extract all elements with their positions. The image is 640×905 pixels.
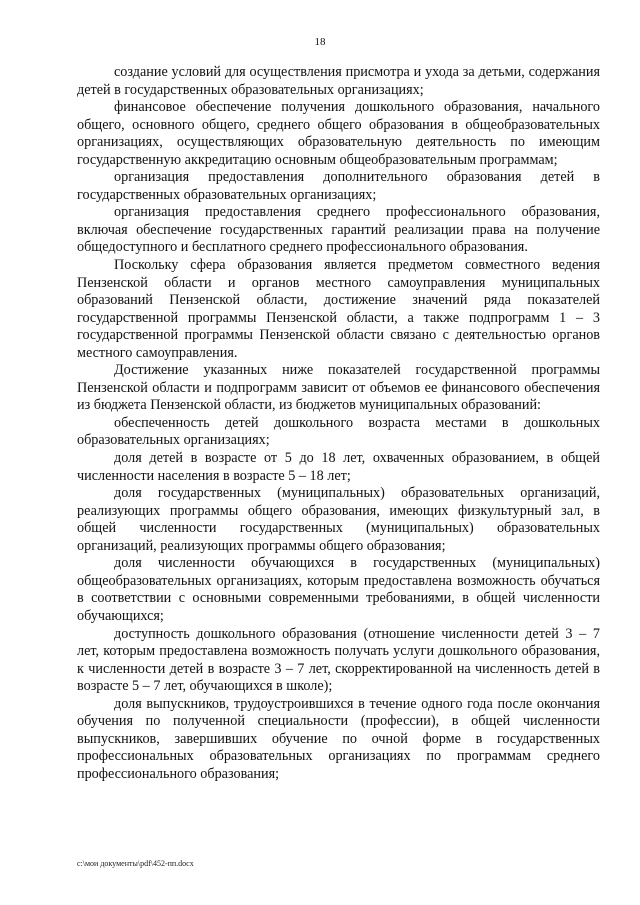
paragraph: доля детей в возрасте от 5 до 18 лет, охваченных образованием, в общей численности населения в возрасте 5 – 18 лет; bbox=[77, 450, 600, 484]
footer-file-path: c:\мои документы\pdf\452-пп.docx bbox=[77, 859, 194, 868]
paragraph: организация предоставления среднего профессионального образования, включая обеспечение государственных гарантий реализации права на получение общедоступного и бесплатного среднего профессионального образования. bbox=[77, 204, 600, 256]
page-number: 18 bbox=[314, 36, 326, 48]
paragraph: доступность дошкольного образования (отношение численности детей 3 – 7 лет, которым предоставлена возможность получать услуги дошкольного образования, к численности детей в возрасте 3 – 7 лет, скорректированной на численность детей в возрасте 5 – 7 лет, обучающихся в школе); bbox=[77, 625, 600, 695]
paragraph: доля выпускников, трудоустроившихся в течение одного года после окончания обучения по полученной специальности (профессии), в общей численности выпускников, завершивших обучение по очной форме в государственных профессиональных образовательных организациях по программам среднего профессионального образования; bbox=[77, 695, 600, 782]
paragraph: обеспеченность детей дошкольного возраста местами в дошкольных образовательных организациях; bbox=[77, 414, 600, 449]
paragraph: Поскольку сфера образования является предметом совместного ведения Пензенской области и органов местного самоуправления муниципальных образований Пензенской области, достижение значений ряда показателей государственной программы Пензенской области, а также подпрограмм 1 – 3 государственной программы Пензенской области связано с деятельностью органов местного самоуправления. bbox=[77, 257, 600, 361]
document-body bbox=[77, 64, 600, 783]
paragraph: организация предоставления дополнительного образования детей в государственных образовательных организациях; bbox=[77, 169, 600, 203]
paragraph: доля государственных (муниципальных) образовательных организаций, реализующих программы общего образования, имеющих физкультурный зал, в общей численности государственных (муниципальных) образовательных организаций, реализующих программы общего образования; bbox=[77, 485, 600, 554]
paragraph: финансовое обеспечение получения дошкольного образования, начального общего, основного общего, среднего общего образования в общеобразовательных организациях, осуществляющих образовательную деятельность по имеющим государственную аккредитацию основным общеобразовательным программам; bbox=[77, 99, 600, 168]
paragraph: создание условий для осуществления присмотра и ухода за детьми, содержания детей в государственных образовательных организациях; bbox=[77, 64, 600, 98]
paragraph: Достижение указанных ниже показателей государственной программы Пензенской области и подпрограмм зависит от объемов ее финансового обеспечения из бюджета Пензенской области, из бюджетов муниципальных образований: bbox=[77, 362, 600, 414]
paragraph: доля численности обучающихся в государственных (муниципальных) общеобразовательных организациях, которым предоставлена возможность обучаться в соответствии с основными современными требованиями, в общей численности обучающихся; bbox=[77, 555, 600, 624]
